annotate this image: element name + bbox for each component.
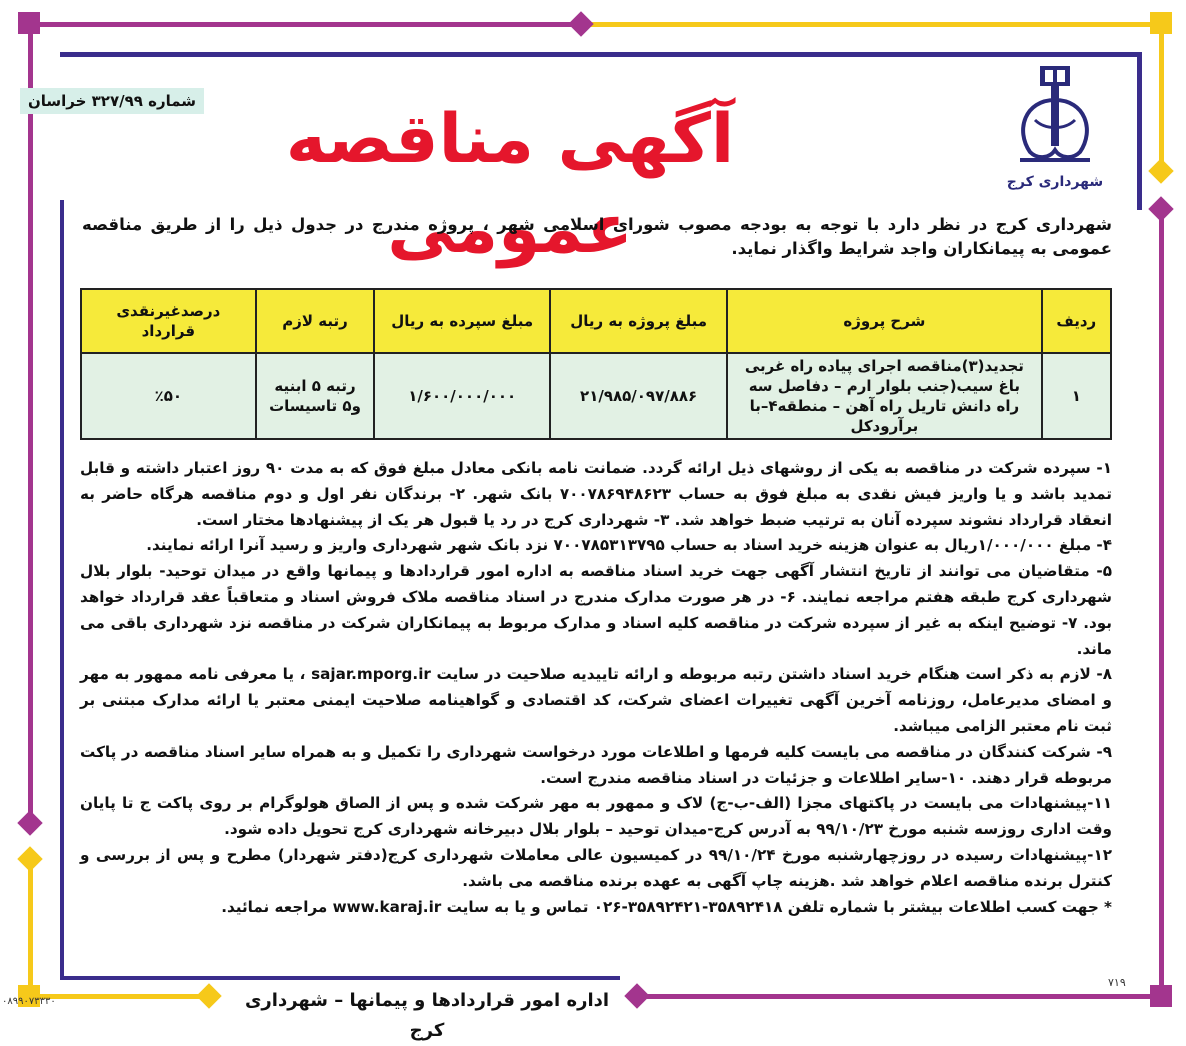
inner-frame-bottom	[60, 976, 620, 980]
footer-department: اداره امور قراردادها و پیمانها – شهرداری کرج	[244, 990, 610, 1041]
corner-top-right	[1150, 12, 1172, 34]
page-title: آگهی مناقصه عمومی	[285, 100, 735, 269]
frame-right-yellow	[1159, 22, 1164, 172]
cell-row-no: ۱	[1042, 353, 1111, 439]
frame-left-yellow	[28, 855, 33, 995]
diamond-left-low	[17, 846, 42, 871]
diamond-bottom-left	[196, 983, 221, 1008]
frame-right-purple	[1159, 205, 1164, 995]
term-item: ۱۱-پیشنهادات می بایست در پاکتهای مجزا (الف-ب-ج) لاک و ممهور به مهر شرکت شده و پس از الصاق هولوگرام بر روی پاکت ج تا پایان وقت اداری روزسه شنبه مورخ ۹۹/۱۰/۲۳ به آدرس کرج-میدان توحید – بلوار بلال دبیرخانه شهرداری کرج تحویل داده شود.	[80, 794, 1112, 839]
corner-top-left	[18, 12, 40, 34]
intro-text: شهرداری کرج در نظر دارد با توجه به بودجه مصوب شورای اسلامی شهر ، پروژه مندرج در جدول ذیل را از طریق مناقصه عمومی به پیمانکاران واجد شرایط واگذار نماید.	[82, 215, 1112, 258]
intro-paragraph	[82, 213, 1112, 261]
col-header-required-grade: رتبه لازم	[256, 289, 375, 353]
frame-bottom-purple	[636, 994, 1156, 999]
cell-description: تجدید(۳)مناقصه اجرای پیاده راه غربی باغ سیب(جنب بلوار ارم – دفاصل سه راه دانش تاریل راه آهن – منطقه۴–با برآرودکل	[727, 353, 1041, 439]
col-header-project-amount: مبلغ پروژه به ریال	[550, 289, 727, 353]
cell-deposit-amount: ۱/۶۰۰/۰۰۰/۰۰۰	[374, 353, 550, 439]
term-item: ۵- متقاضیان می توانند از تاریخ انتشار آگهی جهت خرید اسناد مناقصه به اداره امور قراردادها و پیمانها واقع در میدان توحید- بلوار بلال شهرداری کرج طبقه هفتم مراجعه نمایند. ۶- در هر صورت مدارک مندرج در اسناد مناقصه ملاک فروش اسناد و متعاقباً عقد قرارداد خواهد بود. ۷- توضیح اینکه به غیر از سپرده شرکت در مناقصه کلیه اسناد و مدارک مربوط به پیمانکاران شرکت در مناقصه نزد شهرداری باقی می ماند.	[80, 562, 1112, 658]
table-header-row	[81, 289, 1111, 353]
frame-left-purple	[28, 22, 33, 832]
karaj-emblem-icon	[1000, 60, 1110, 172]
diamond-left	[17, 810, 42, 835]
terms-section	[80, 456, 1112, 920]
diamond-right-top	[1148, 158, 1173, 183]
term-item: ۹- شرکت کنندگان در مناقصه می بایست کلیه فرمها و اطلاعات مورد درخواست شهرداری را تکمیل و به همراه سایر اسناد مناقصه در پاکت مربوطه قرار دهند. ۱۰-سایر اطلاعات و جزئیات در اسناد مناقصه مندرج است.	[80, 742, 1112, 787]
footer-code: ۰۸۹۹۰۷۳۳۳۰	[2, 996, 56, 1007]
tender-table	[80, 288, 1112, 440]
col-header-row-no: ردیف	[1042, 289, 1111, 353]
term-item: ۸- لازم به ذکر است هنگام خرید اسناد داشتن رتبه مربوطه و ارائه تاییدیه صلاحیت در سایت sajar.mporg.ir ، یا معرفی نامه ممهور به مهر و امضای مدیرعامل، روزنامه آخرین آگهی تغییرات اعضای شرکت، کد اقتصادی و گواهینامه صلاحیت ایمنی معتبر یا ارائه مدارک مبتنی بر ثبت نام معتبر الزامی میباشد.	[80, 665, 1112, 735]
inner-frame-left	[60, 200, 64, 980]
diamond-bottom-mid	[624, 983, 649, 1008]
diamond-top	[568, 11, 593, 36]
table-row	[81, 353, 1111, 439]
contact-line: * جهت کسب اطلاعات بیشتر با شماره تلفن ۳۵۸۹۲۴۱۸-۳۵۸۹۲۴۲۱-۰۲۶ تماس و یا به سایت www.karaj.ir مراجعه نمائید.	[221, 897, 1112, 916]
inner-frame-right	[1137, 52, 1142, 210]
frame-top-purple	[26, 22, 586, 27]
term-item: ۱۲-پیشنهادات رسیده در روزچهارشنبه مورخ ۹۹/۱۰/۲۴ در کمیسیون عالی معاملات شهرداری کرج(دفتر شهردار) مطرح و پس از بررسی و کنترل برنده مناقصه اعلام خواهد شد .هزینه چاپ آگهی به عهده برنده مناقصه می باشد.	[80, 845, 1112, 890]
col-header-deposit-amount: مبلغ سپرده به ریال	[374, 289, 550, 353]
inner-frame-top	[60, 52, 1142, 57]
municipality-logo	[1000, 60, 1110, 200]
issue-number: شماره ۳۲۷/۹۹ خراسان	[20, 88, 204, 114]
corner-bottom-right	[1150, 985, 1172, 1007]
frame-top-yellow	[580, 22, 1164, 27]
page-number: ۷۱۹	[1108, 976, 1126, 989]
term-item: ۴- مبلغ ۱/۰۰۰/۰۰۰ریال به عنوان هزینه خرید اسناد به حساب ۷۰۰۷۸۵۳۱۳۷۹۵ نزد بانک شهر شهرداری واریز و رسید آنرا ارائه نمایند.	[146, 536, 1112, 555]
term-item: ۱- سپرده شرکت در مناقصه به یکی از روشهای ذیل ارائه گردد. ضمانت نامه بانکی معادل مبلغ فوق که به مدت ۹۰ روز اعتبار داشته و قابل تمدید باشد و یا واریز فیش نقدی به مبلغ فوق به حساب ۷۰۰۷۸۶۹۴۸۶۲۳ بانک شهر. ۲- برندگان نفر اول و دوم مناقصه هرگاه حاضر به انعقاد قرارداد نشوند سپرده آنان به ترتیب ضبط خواهد شد. ۳- شهرداری کرج در رد یا قبول هر یک از پیشنهادها مختار است.	[80, 459, 1113, 529]
logo-caption: شهرداری کرج	[1006, 174, 1104, 190]
col-header-non-cash-percent: درصدغیرنقدی قرارداد	[81, 289, 256, 353]
cell-non-cash-percent: ٪۵۰	[81, 353, 256, 439]
cell-project-amount: ۲۱/۹۸۵/۰۹۷/۸۸۶	[550, 353, 727, 439]
col-header-description: شرح پروژه	[727, 289, 1041, 353]
diamond-right	[1148, 196, 1173, 221]
cell-required-grade: رتبه ۵ ابنیه و۵ تاسیسات	[256, 353, 375, 439]
